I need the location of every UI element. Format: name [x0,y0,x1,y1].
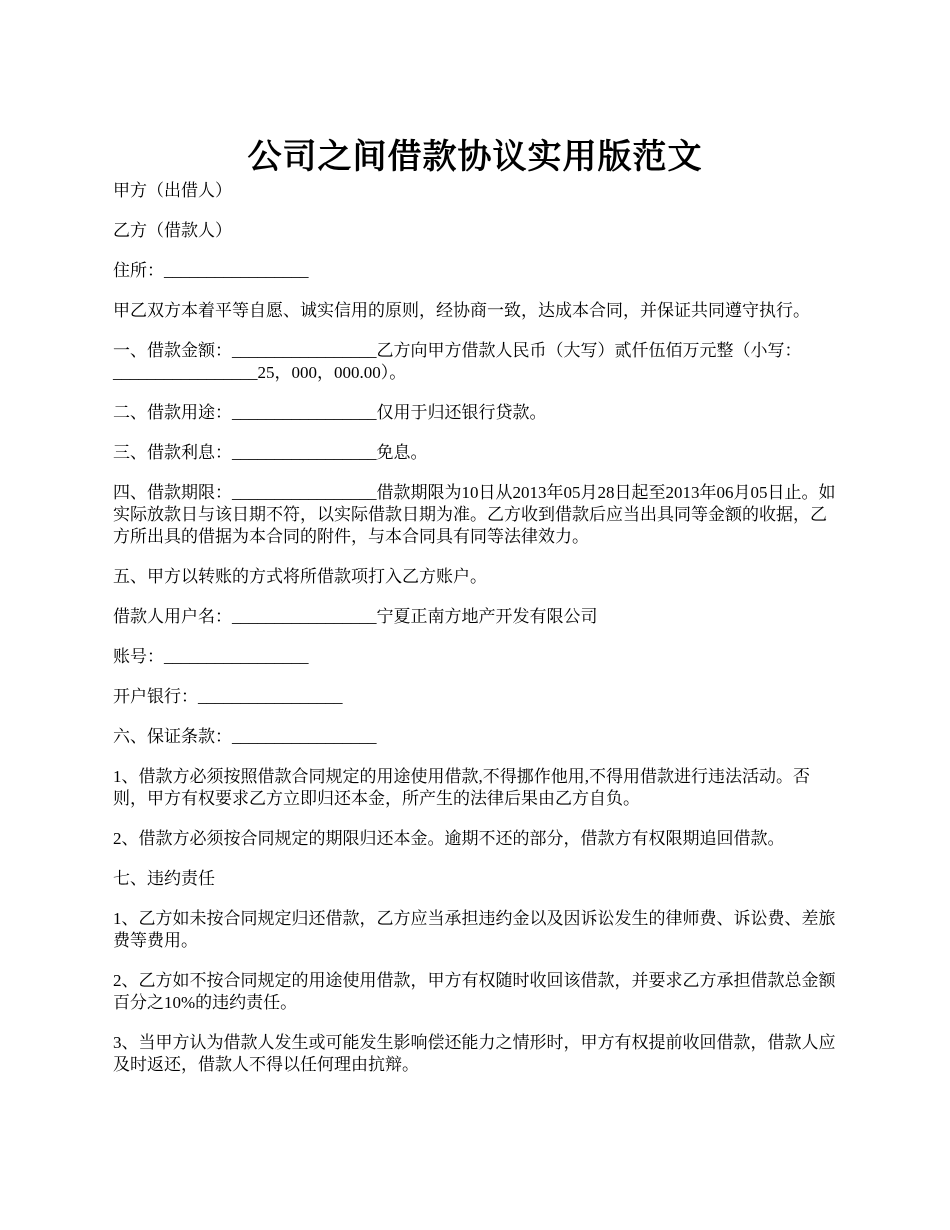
preamble-paragraph: 甲乙双方本着平等自愿、诚实信用的原则，经协商一致，达成本合同，并保证共同遵守执行。 [113,301,810,320]
clause-3-loan-interest: 三、借款利息：_________________免息。 [113,443,428,462]
clause-1-loan-amount: 一、借款金额：_________________乙方向甲方借款人民币（大写）贰仟伍佰万元整（小写：_________________25，000，000.00）。 [113,341,802,382]
clause-7-breach-heading: 七、违约责任 [113,869,215,888]
clause-5-transfer-method: 五、甲方以转账的方式将所借款项打入乙方账户。 [113,567,487,586]
clause-6-guarantee-heading: 六、保证条款：_________________ [113,727,377,746]
party-a-line: 甲方（出借人） [113,181,232,200]
clause-4-loan-term: 四、借款期限：_________________借款期限为10日从2013年05月28日起至2013年06月05日止。如实际放款日与该日期不符，以实际借款日期为准。乙方收到借款后应当出具同等金额的收据，乙方所出具的借据为本合同的附件，与本合同具有同等法律效力。 [113,483,836,546]
party-b-line: 乙方（借款人） [113,221,232,240]
breach-item-2: 2、乙方如不按合同规定的用途使用借款，甲方有权随时收回该借款，并要求乙方承担借款总金额百分之10%的违约责任。 [113,971,836,1012]
borrower-account-name: 借款人用户名：_________________宁夏正南方地产开发有限公司 [113,607,598,626]
clause-2-loan-purpose: 二、借款用途：_________________仅用于归还银行贷款。 [113,403,547,422]
bank-line: 开户银行：_________________ [113,687,343,706]
guarantee-item-2: 2、借款方必须按合同规定的期限归还本金。逾期不还的部分，借款方有权限期追回借款。 [113,829,785,848]
address-line: 住所：_________________ [113,261,309,280]
document-title: 公司之间借款协议实用版范文 [247,136,703,177]
breach-item-3: 3、当甲方认为借款人发生或可能发生影响偿还能力之情形时，甲方有权提前收回借款，借款人应及时返还，借款人不得以任何理由抗辩。 [113,1033,836,1074]
account-number-line: 账号：_________________ [113,647,309,666]
breach-item-1: 1、乙方如未按合同规定归还借款，乙方应当承担违约金以及因诉讼发生的律师费、诉讼费、差旅费等费用。 [113,909,836,950]
document-body [113,180,843,1094]
guarantee-item-1: 1、借款方必须按照借款合同规定的用途使用借款,不得挪作他用,不得用借款进行违法活动。否则，甲方有权要求乙方立即归还本金，所产生的法律后果由乙方自负。 [113,767,810,808]
